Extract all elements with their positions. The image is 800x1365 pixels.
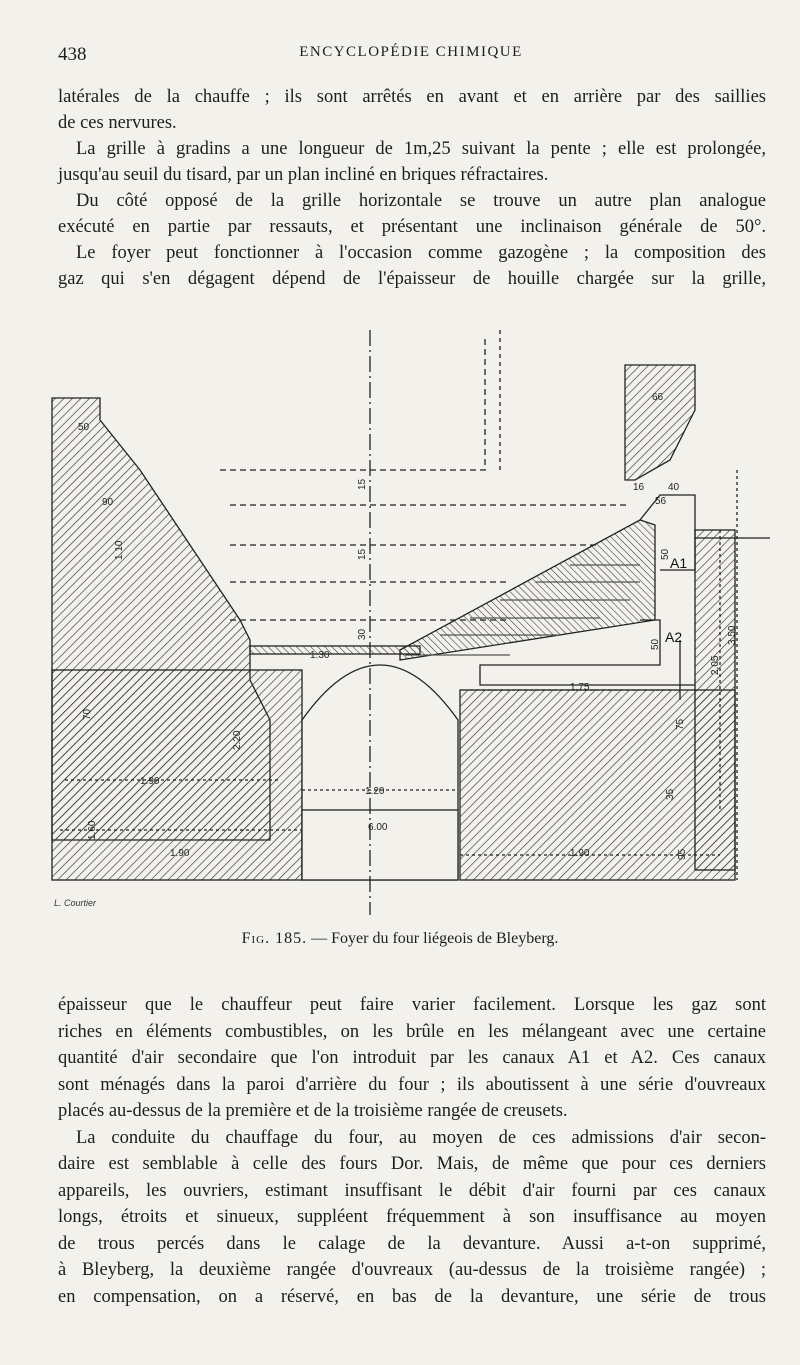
dim-label: 1.10 (114, 540, 125, 560)
top-paragraph (58, 84, 766, 292)
dim-label: 2.05 (710, 655, 721, 675)
text-line: de trous percés dans le calage de la devanture. Aussi a-t-on supprimé, (58, 1233, 766, 1254)
text-line: daire est semblable à celle des fours Dor. Mais, de même que pour ces derniers (58, 1154, 766, 1174)
text-line: de ces nervures. (58, 113, 177, 133)
dim-label: 1.20 (365, 786, 385, 797)
page-number: 438 (58, 44, 87, 65)
dim-label: 50 (650, 638, 661, 650)
text-line: jusqu'au seuil du tisard, par un plan incliné en briques réfractaires. (58, 165, 549, 185)
text-line: à Bleyberg, la deuxième rangée d'ouvreaux (au-dessus de la troisième rangée) ; (58, 1260, 766, 1280)
upper-outline (220, 335, 485, 470)
dim-label: 1.75 (570, 682, 590, 693)
dim-label: 95 (677, 848, 688, 860)
engraver-signature: L. Courtier (54, 898, 97, 908)
text-line: épaisseur que le chauffeur peut faire varier facilement. Lorsque les gaz sont (58, 995, 766, 1015)
right-wall-lower (695, 530, 735, 870)
dim-label: 35 (665, 788, 676, 800)
page-header (58, 44, 764, 68)
dim-label: 1.60 (87, 820, 98, 840)
dim-label: 1.90 (140, 776, 160, 787)
dim-label: 6.00 (368, 822, 388, 833)
text-line: exécuté en partie par ressauts, et présentant une inclinaison générale de 50°. (58, 217, 766, 237)
text-line: La conduite du chauffage du four, au moyen de ces admissions d'air secon- (76, 1127, 766, 1148)
dim-label: 16 (633, 482, 645, 493)
dim-label: 15 (357, 478, 368, 490)
dim-label: 66 (652, 392, 664, 403)
right-base (460, 690, 735, 880)
figure-number: Fig. 185. (241, 930, 308, 947)
ash-pit (302, 810, 458, 880)
dim-label: 56 (655, 496, 667, 507)
text-line: gaz qui s'en dégagent dépend de l'épaisseur de houille chargée sur la grille, (58, 269, 766, 289)
dim-label: 1.90 (170, 848, 190, 859)
text-line: placés au-dessus de la première et de la troisième rangée de creusets. (58, 1101, 568, 1121)
text-line: appareils, les ouvriers, estimant insuffisant le débit d'air fourni par ces canaux (58, 1180, 766, 1201)
text-line: Le foyer peut fonctionner à l'occasion comme gazogène ; la composition des (76, 243, 766, 263)
dim-label: 50 (78, 422, 90, 433)
dim-label: 30 (357, 628, 368, 640)
horizontal-grate (250, 646, 420, 654)
figure-caption (0, 930, 800, 948)
right-wall (625, 365, 695, 480)
text-line: riches en éléments combustibles, on les brûle en les mélangeant avec une certaine (58, 1021, 766, 1042)
dim-label: 75 (675, 718, 686, 730)
dim-label: 1.30 (310, 650, 330, 661)
canal-label-a1: A1 (670, 555, 688, 571)
dim-label: 90 (102, 497, 114, 508)
dim-label: 15 (357, 548, 368, 560)
dim-label: 40 (668, 482, 680, 493)
text-line: en compensation, on a réservé, en bas de la devanture, une série de trous (58, 1286, 766, 1307)
furnace-section-figure (40, 320, 780, 920)
dim-label: 50 (660, 548, 671, 560)
text-line: latérales de la chauffe ; ils sont arrêtés en avant et en arrière par des saillies (58, 87, 766, 107)
canal-label-a2: A2 (665, 629, 683, 645)
text-line: La grille à gradins a une longueur de 1m,25 suivant la pente ; elle est prolongée, (76, 139, 766, 159)
text-line: longs, étroits et sinueux, suppléent fréquemment à son insuffisance au moyen (58, 1207, 766, 1227)
dim-label: 70 (82, 708, 93, 720)
figure-title: — Foyer du four liégeois de Bleyberg. (311, 930, 559, 947)
dim-label: 1.90 (570, 848, 590, 859)
running-title: ENCYCLOPÉDIE CHIMIQUE (299, 44, 523, 60)
text-line: quantité d'air secondaire que l'on introduit par les canaux A1 et A2. Ces canaux (58, 1048, 766, 1068)
stepped-grate (400, 520, 655, 660)
bottom-paragraph (58, 992, 766, 1310)
text-line: sont ménagés dans la paroi d'arrière du four ; ils aboutissent à une série d'ouvreaux (58, 1074, 766, 1095)
dim-label: 3.50 (727, 625, 738, 645)
text-line: Du côté opposé de la grille horizontale se trouve un autre plan analogue (76, 191, 766, 211)
dim-label: 2.20 (232, 730, 243, 750)
